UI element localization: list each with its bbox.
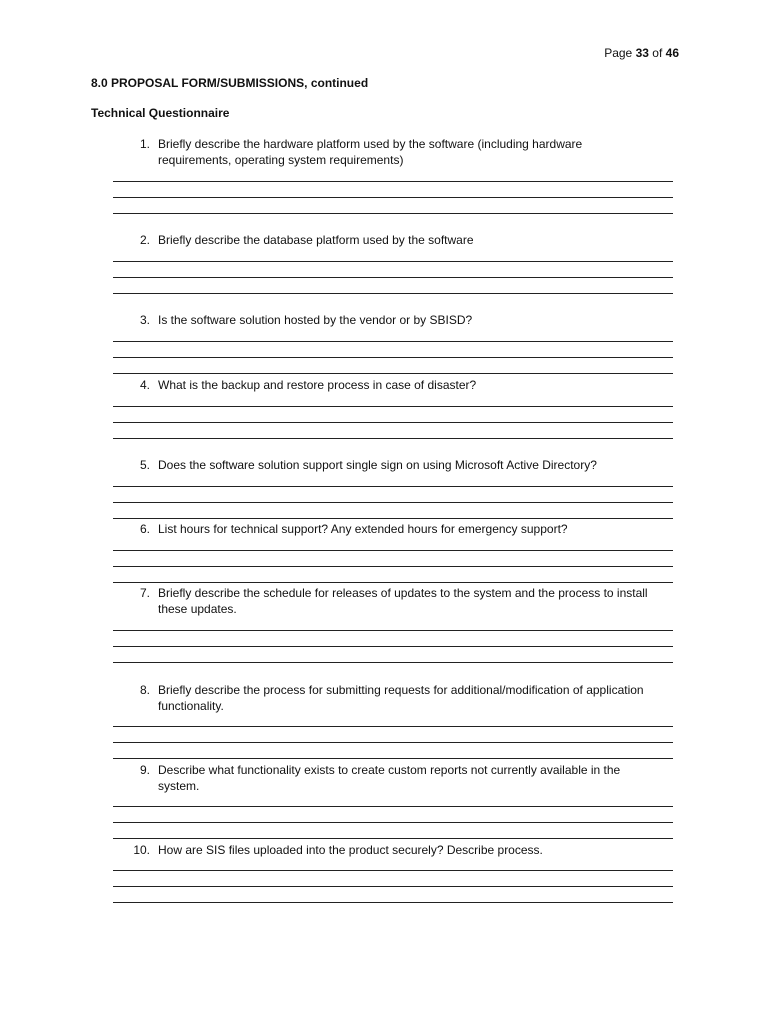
question-9-line2: system. bbox=[158, 779, 200, 793]
question-9-line1: Describe what functionality exists to create custom reports not currently available in the bbox=[158, 763, 621, 777]
answer-line-3c[interactable] bbox=[113, 373, 673, 374]
question-8-line1: Briefly describe the process for submitting requests for additional/modification of application bbox=[158, 683, 644, 697]
answer-line-5b[interactable] bbox=[113, 502, 673, 503]
question-1-line1: Briefly describe the hardware platform used by the software (including hardware bbox=[158, 137, 583, 151]
answer-line-5a[interactable] bbox=[113, 486, 673, 487]
question-1-line2: requirements, operating system requirements) bbox=[158, 153, 404, 167]
section-title: 8.0 PROPOSAL FORM/SUBMISSIONS, continued bbox=[91, 76, 369, 90]
page-total: 46 bbox=[665, 46, 679, 60]
question-6-text: List hours for technical support? Any extended hours for emergency support? bbox=[158, 522, 568, 536]
question-10-number: 10. bbox=[133, 843, 150, 857]
question-1-text bbox=[158, 136, 678, 168]
question-9-text bbox=[158, 762, 678, 794]
answer-line-9c[interactable] bbox=[113, 838, 673, 839]
question-9-number: 9. bbox=[139, 763, 150, 777]
answer-line-7b[interactable] bbox=[113, 646, 673, 647]
question-8-number: 8. bbox=[139, 683, 150, 697]
question-7-line1: Briefly describe the schedule for releases of updates to the system and the process to install bbox=[158, 586, 648, 600]
answer-line-2a[interactable] bbox=[113, 261, 673, 262]
question-7-line2: these updates. bbox=[158, 602, 237, 616]
question-4-number: 4. bbox=[139, 378, 150, 392]
answer-line-3a[interactable] bbox=[113, 341, 673, 342]
question-7-text bbox=[158, 585, 678, 617]
answer-line-8b[interactable] bbox=[113, 742, 673, 743]
page-of: of bbox=[652, 46, 663, 60]
answer-line-1b[interactable] bbox=[113, 197, 673, 198]
answer-line-6c[interactable] bbox=[113, 582, 673, 583]
page-prefix: Page bbox=[604, 46, 633, 60]
question-5-number: 5. bbox=[139, 458, 150, 472]
subsection-title: Technical Questionnaire bbox=[91, 106, 230, 120]
answer-line-9b[interactable] bbox=[113, 822, 673, 823]
question-1-number: 1. bbox=[139, 137, 150, 151]
answer-line-9a[interactable] bbox=[113, 806, 673, 807]
page-current: 33 bbox=[635, 46, 649, 60]
answer-line-7c[interactable] bbox=[113, 662, 673, 663]
question-3-number: 3. bbox=[139, 313, 150, 327]
question-8-text bbox=[158, 682, 678, 714]
page-number bbox=[604, 46, 679, 60]
answer-line-10c[interactable] bbox=[113, 902, 673, 903]
question-5-text: Does the software solution support single sign on using Microsoft Active Directory? bbox=[158, 458, 597, 472]
answer-line-4c[interactable] bbox=[113, 438, 673, 439]
answer-line-6b[interactable] bbox=[113, 566, 673, 567]
answer-line-4a[interactable] bbox=[113, 406, 673, 407]
answer-line-2c[interactable] bbox=[113, 293, 673, 294]
question-2-text: Briefly describe the database platform used by the software bbox=[158, 233, 474, 247]
question-8-line2: functionality. bbox=[158, 699, 224, 713]
answer-line-1a[interactable] bbox=[113, 181, 673, 182]
answer-line-2b[interactable] bbox=[113, 277, 673, 278]
question-10-text: How are SIS files uploaded into the product securely? Describe process. bbox=[158, 843, 543, 857]
answer-line-7a[interactable] bbox=[113, 630, 673, 631]
answer-line-4b[interactable] bbox=[113, 422, 673, 423]
question-7-number: 7. bbox=[139, 586, 150, 600]
question-3-text: Is the software solution hosted by the vendor or by SBISD? bbox=[158, 313, 473, 327]
question-6-number: 6. bbox=[139, 522, 150, 536]
answer-line-5c[interactable] bbox=[113, 518, 673, 519]
answer-line-3b[interactable] bbox=[113, 357, 673, 358]
answer-line-10a[interactable] bbox=[113, 870, 673, 871]
question-4-text: What is the backup and restore process in case of disaster? bbox=[158, 378, 477, 392]
answer-line-8a[interactable] bbox=[113, 726, 673, 727]
answer-line-8c[interactable] bbox=[113, 758, 673, 759]
answer-line-10b[interactable] bbox=[113, 886, 673, 887]
answer-line-1c[interactable] bbox=[113, 213, 673, 214]
answer-line-6a[interactable] bbox=[113, 550, 673, 551]
question-2-number: 2. bbox=[139, 233, 150, 247]
